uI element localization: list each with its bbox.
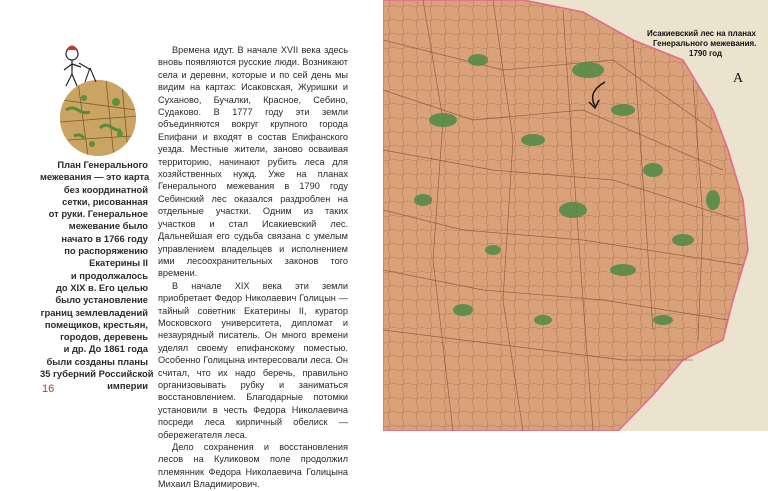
caption-line: до XIX в. Его целью (55, 281, 148, 293)
body-paragraph: Дело сохранения и восстановления лесов на Куликовом поле продолжил племянник Федора Николаевича Голицына Михаил Владимирович. (158, 442, 348, 490)
caption-line: империи (107, 380, 148, 392)
page-number: 16 (42, 383, 55, 395)
body-paragraph: В начале XIX века эти земли приобретает Федор Николаевич Голицын — тайный советник Екатерины II, куратор Московского университета, дипломат и незаурядный писатель. Он много времени уделял своему епифанскому поместью. Особенно Голицына интересовали леса. Он считал, что их надо беречь, правильно организовывать рубку и заниматься восстановлением. Благодарные потомки установили в честь Федора Николаевича посреди леса кирпичный обелиск — обережегателя леса. (158, 280, 348, 440)
caption-line: межевания — это карта (40, 171, 150, 183)
caption-line: межевание было (68, 220, 148, 232)
caption-line: были созданы планы (46, 355, 148, 367)
historic-survey-map (383, 0, 768, 431)
caption-line: 35 губерний Российской (40, 368, 154, 380)
caption-line: и др. До 1861 года (63, 343, 148, 355)
illustration-surveyor-with-map (48, 40, 158, 160)
map-caption (40, 159, 154, 393)
caption-line: было установление (55, 294, 148, 306)
caption-line: границ землевладений (40, 306, 148, 318)
caption-line: городов, деревень (60, 331, 148, 343)
caption-line: помещиков, крестьян, (44, 318, 148, 330)
body-paragraph: Времена идут. В начале XVII века здесь вновь появляются русские люди. Возникают села и деревни, которые и по сей день мы видим на картах: Исаковская, Журишки и Суханово, Бучалки, Красное, Себино, Судаково. В 1777 году эти земли объединяются вокруг крупного города Епифани и входят в состав Епифанского уезда. Местные жители, заново осваивая территорию, начинают рубить леса для хозяйственных нужд. Уже на планах Генерального межевания в 1790 году Себинский лес оказался раздроблен на отдельные участки. Одним из таких участков и стал Исакиевский лес. Дальнейшая его судьба связана с умелым управлением владельцев и исполнением ими лесоохранительных законов того времени. (158, 45, 348, 279)
caption-line: План Генерального (57, 159, 148, 170)
caption-line: Екатерины II (89, 257, 148, 269)
map-annotation-line: Генерального межевания. (653, 39, 757, 48)
map-annotation-line: Исакиевский лес на планах (647, 29, 756, 38)
caption-line: начато в 1766 году (61, 232, 148, 244)
body-text (158, 44, 348, 491)
caption-line: по распоряжению (64, 245, 148, 257)
caption-line: сетки, рисованная (62, 195, 148, 207)
caption-line: от руки. Генеральное (48, 208, 148, 220)
compass-letter: А (733, 71, 744, 86)
map-annotation-line: 1790 год (689, 49, 723, 58)
left-page (0, 0, 383, 490)
caption-line: и продолжалось (70, 269, 148, 281)
caption-line: без координатной (63, 183, 148, 195)
